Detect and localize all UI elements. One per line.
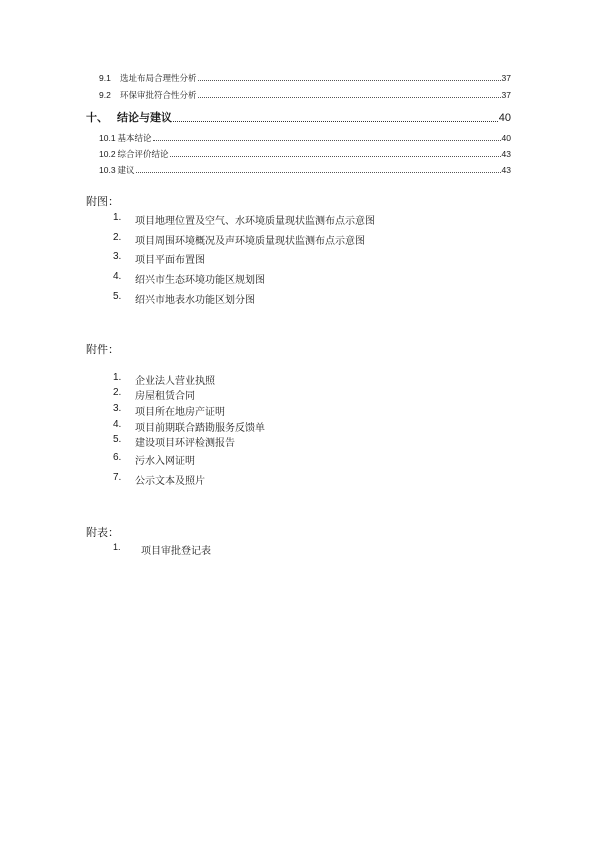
toc-leader	[153, 140, 501, 141]
attachment-text: 企业法人营业执照	[135, 376, 215, 387]
toc-page: 40	[498, 112, 511, 124]
toc-entry-chapter-10[interactable]	[86, 109, 511, 125]
toc-entry-10-2[interactable]	[99, 148, 511, 160]
attachment-item	[113, 472, 205, 487]
attachment-number: 2.	[113, 387, 122, 398]
attachment-text: 公示文本及照片	[135, 476, 205, 487]
toc-number: 10.1	[99, 133, 116, 143]
attachment-number: 4.	[113, 419, 122, 430]
attachment-text: 建设项目环评检测报告	[135, 438, 235, 449]
toc-page: 37	[501, 90, 511, 100]
figure-text: 项目平面布置图	[135, 255, 205, 266]
toc-page: 40	[501, 133, 511, 143]
toc-number: 10.3	[99, 165, 116, 175]
toc-title: 基本结论	[117, 134, 152, 144]
figure-item	[113, 291, 255, 306]
toc-leader	[198, 97, 501, 98]
attachment-text: 项目前期联合踏勘服务反馈单	[135, 423, 265, 434]
figure-item	[113, 251, 205, 266]
attachment-item	[113, 452, 195, 467]
attachment-number: 5.	[113, 434, 122, 445]
toc-title: 结论与建议	[117, 111, 172, 124]
figure-text: 项目地理位置及空气、水环境质量现状监测布点示意图	[135, 216, 375, 227]
figure-number: 3.	[113, 251, 122, 262]
figure-number: 1.	[113, 212, 122, 223]
attachment-number: 3.	[113, 403, 122, 414]
toc-leader	[136, 172, 501, 173]
figure-number: 5.	[113, 291, 122, 302]
toc-leader	[173, 121, 498, 122]
toc-entry-9-1[interactable]	[99, 72, 511, 84]
attachment-text: 项目所在地房产证明	[135, 407, 225, 418]
toc-number: 9.1	[99, 73, 111, 83]
figure-item	[113, 212, 375, 227]
figure-text: 绍兴市生态环境功能区规划图	[135, 275, 265, 286]
table-list-text: 项目审批登记表	[141, 546, 211, 557]
table-list-item	[113, 542, 211, 557]
toc-page: 37	[501, 73, 511, 83]
toc-page: 43	[501, 165, 511, 175]
toc-number: 9.2	[99, 90, 111, 100]
toc-leader	[198, 80, 501, 81]
figure-text: 项目周围环境概况及声环境质量现状监测布点示意图	[135, 236, 365, 247]
toc-title: 环保审批符合性分析	[120, 91, 197, 101]
attachment-number: 6.	[113, 452, 122, 463]
attachment-item	[113, 434, 235, 449]
attachments-heading: 附件：	[86, 343, 119, 356]
toc-leader	[170, 156, 501, 157]
toc-title: 综合评价结论	[117, 150, 169, 160]
attachment-item	[113, 419, 265, 434]
toc-number: 10.2	[99, 149, 116, 159]
attachment-number: 1.	[113, 372, 122, 383]
toc-entry-9-2[interactable]	[99, 89, 511, 101]
table-list-number: 1.	[113, 542, 121, 552]
attachment-text: 房屋租赁合同	[135, 391, 195, 402]
toc-title: 建议	[117, 166, 135, 176]
toc-number: 十、	[86, 111, 108, 124]
attachment-text: 污水入网证明	[135, 456, 195, 467]
attachment-number: 7.	[113, 472, 122, 483]
toc-entry-10-1[interactable]	[99, 132, 511, 144]
figures-heading: 附图：	[86, 195, 119, 208]
attachment-item	[113, 403, 225, 418]
toc-title: 选址布局合理性分析	[120, 74, 197, 84]
attachment-item	[113, 372, 215, 387]
figure-number: 4.	[113, 271, 122, 282]
figure-item	[113, 271, 265, 286]
toc-page: 43	[501, 149, 511, 159]
figure-item	[113, 232, 365, 247]
attachment-item	[113, 387, 195, 402]
figure-number: 2.	[113, 232, 122, 243]
figure-text: 绍兴市地表水功能区划分图	[135, 295, 255, 306]
tables-heading: 附表：	[86, 526, 119, 539]
toc-entry-10-3[interactable]	[99, 164, 511, 176]
